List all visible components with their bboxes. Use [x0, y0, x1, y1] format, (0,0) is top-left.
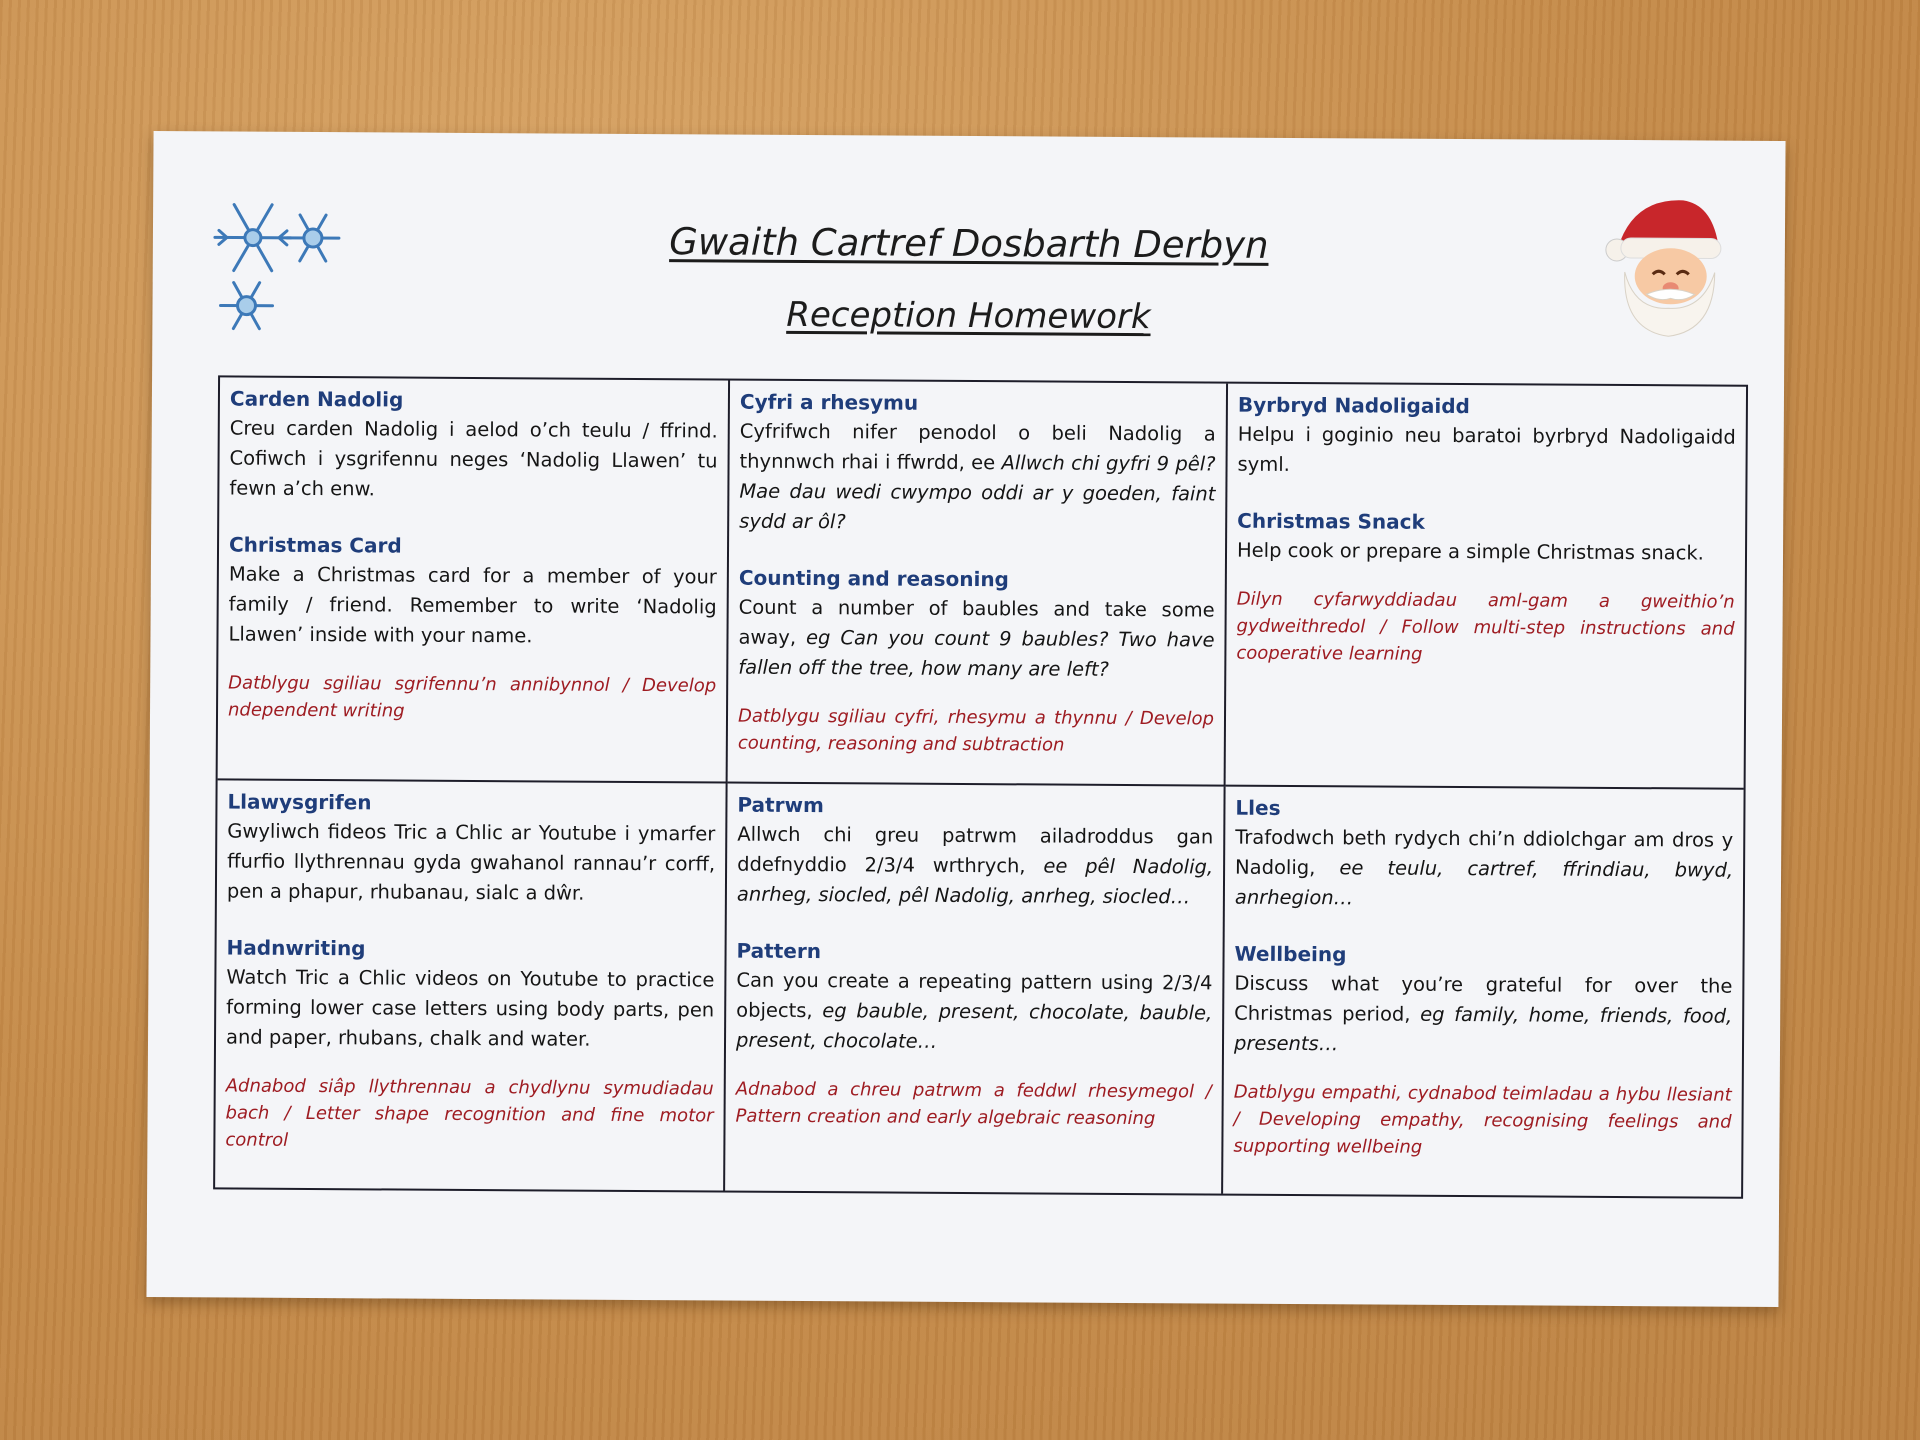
skill-text: Adnabod a chreu patrwm a feddwl rhesymegol / Pattern creation and early algebraic reasoning [735, 1078, 1212, 1130]
cell-pattern [725, 784, 1225, 1194]
cell-handwriting [215, 780, 727, 1190]
english-text: Help cook or prepare a simple Christmas snack. [1236, 538, 1704, 565]
welsh-heading: Carden Nadolig [229, 386, 404, 412]
welsh-heading: Cyfri a rhesymu [739, 389, 919, 415]
skill-text: Datblygu sgiliau sgrifennu’n annibynnol / Develop ndependent writing [227, 672, 717, 722]
english-text-main: Can you create a repeating pattern using 2/3/4 objects, [736, 968, 1213, 1023]
homework-sheet [146, 131, 1785, 1307]
welsh-text [739, 417, 1216, 540]
welsh-heading: Llawysgrifen [227, 789, 372, 815]
skill-text: Adnabod siâp llythrennau a chydlynu symudiadau bach / Letter shape recognition and fine motor control [225, 1075, 714, 1151]
welsh-example: ee teulu, cartref, ffrindiau, bwyd, anrhegion… [1234, 856, 1734, 910]
cell-christmas-card [218, 377, 730, 783]
welsh-example: ee pêl Nadolig, anrheg, siocled, pêl Nadolig, anrheg, siocled… [736, 854, 1214, 909]
cell-counting [728, 381, 1228, 787]
welsh-text-main: Cyfrifwch nifer penodol o beli Nadolig a thynnwch rhai i ffwrdd, ee [739, 419, 1216, 475]
welsh-text: Gwyliwch fideos Tric a Chlic ar Youtube i ymarfer ffurfio llythrennau gyda gwahanol rannau’r corff, pen a phapur, rhubanau, sialc a dŵr. [226, 819, 716, 905]
english-heading: Wellbeing [1234, 941, 1347, 967]
english-heading: Christmas Card [228, 532, 402, 558]
cell-wellbeing [1223, 787, 1743, 1197]
welsh-example: Allwch chi gyfri 9 pêl? Mae dau wedi cwympo oddi ar y goeden, faint sydd ar ôl? [739, 451, 1216, 534]
welsh-text: Creu carden Nadolig i aelod o’ch teulu / ffrind. Cofiwch i ysgrifennu neges ‘Nadolig Llawen’ tu fewn a’ch enw. [229, 416, 718, 501]
english-heading: Christmas Snack [1237, 508, 1425, 534]
english-heading: Pattern [736, 938, 822, 964]
welsh-text [1235, 823, 1734, 916]
page-title: Gwaith Cartref Dosbarth Derbyn [669, 220, 1269, 267]
english-text: Watch Tric a Chlic videos on Youtube to practice forming lower case letters using body parts, pen and paper, rhubans, chalk and water. [225, 965, 715, 1051]
santa-icon [1602, 190, 1733, 341]
english-example: eg bauble, present, chocolate, bauble, present, chocolate… [735, 999, 1213, 1053]
welsh-text-main: Allwch chi greu patrwm ailadroddus gan ddefnyddio 2/3/4 wrthrych, [737, 822, 1214, 878]
skill-text: Dilyn cyfarwyddiadau aml-gam a gweithio’n gydweithredol / Follow multi-step instructions and cooperative learning [1236, 588, 1735, 665]
english-text [736, 966, 1213, 1059]
welsh-heading: Byrbryd Nadoligaidd [1237, 392, 1470, 419]
welsh-text: Helpu i goginio neu baratoi byrbryd Nadoligaidd syml. [1237, 422, 1736, 476]
english-text [1234, 969, 1733, 1062]
welsh-heading: Patrwm [737, 792, 824, 818]
cell-christmas-snack [1226, 384, 1746, 790]
welsh-text [737, 820, 1214, 913]
english-text [738, 593, 1215, 686]
skill-text: Datblygu sgiliau cyfri, rhesymu a thynnu / Develop counting, reasoning and subtraction [737, 705, 1215, 756]
english-example: eg Can you count 9 baubles? Two have fallen off the tree, how many are left? [738, 626, 1215, 681]
english-heading: Hadnwriting [226, 935, 366, 961]
welsh-heading: Lles [1235, 795, 1281, 820]
english-text-main: Count a number of baubles and take some away, [738, 595, 1215, 649]
english-example: eg family, home, friends, food, presents… [1233, 1002, 1733, 1056]
homework-grid [213, 375, 1748, 1198]
english-text-main: Discuss what you’re grateful for over the Christmas period, [1234, 971, 1733, 1026]
page-subtitle: Reception Homework [786, 294, 1151, 338]
welsh-text-main: Trafodwch beth rydych chi’n ddiolchgar am dros y Nadolig, [1235, 825, 1734, 880]
english-heading: Counting and reasoning [738, 565, 1009, 592]
english-text: Make a Christmas card for a member of your family / friend. Remember to write ‘Nadolig Llawen’ inside with your name. [228, 562, 717, 648]
skill-text: Datblygu empathi, cydnabod teimladau a hybu llesiant / Developing empathy, recognising feelings and supporting wellbeing [1233, 1081, 1732, 1158]
